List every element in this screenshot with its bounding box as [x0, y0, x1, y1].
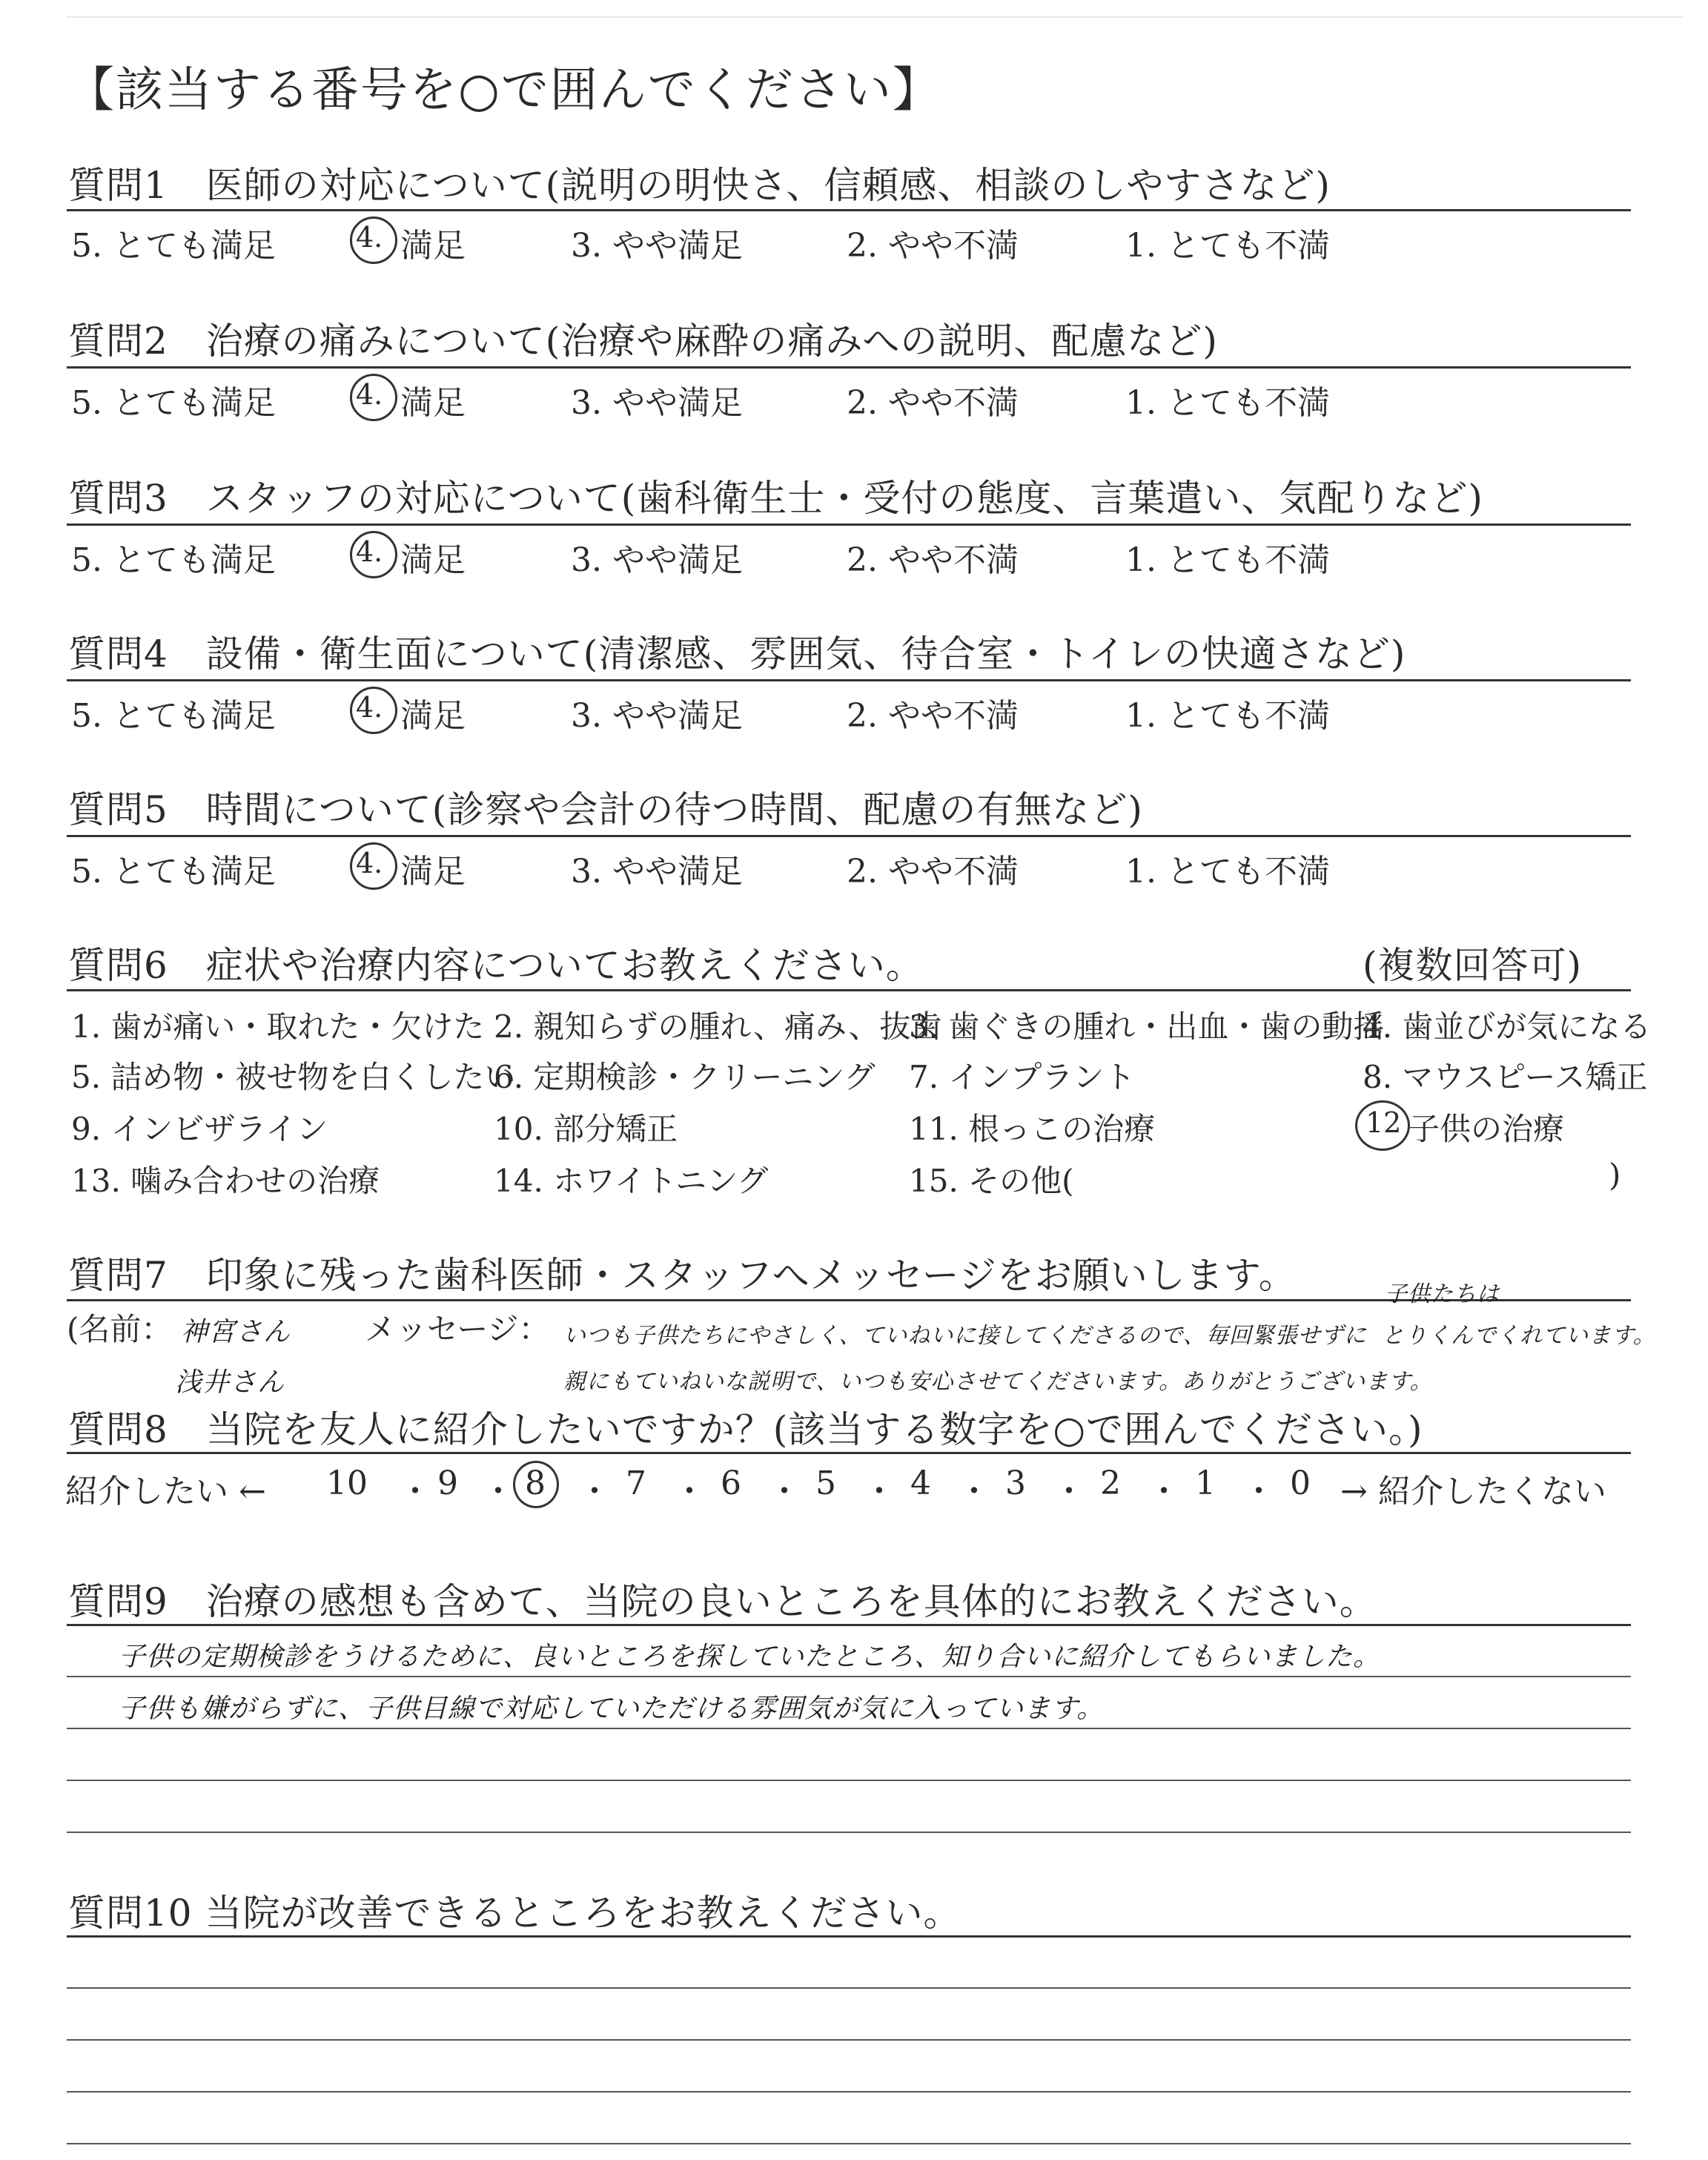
q10-rule-2: [67, 1987, 1631, 1989]
q5-option-2: 2. やや不満: [847, 853, 1019, 891]
q10-heading: 質問10 当院が改善できるところをお教えください。: [68, 1892, 961, 1935]
q8-right-label: → 紹介したくない: [1340, 1473, 1606, 1510]
q6-option-15: 15. その他(: [909, 1163, 1074, 1199]
q8-scale-0: 0: [1290, 1464, 1311, 1502]
q3-option-4-number: 4.: [356, 535, 383, 568]
q10-rule-1: [67, 1935, 1631, 1938]
q9-rule-4: [67, 1780, 1631, 1781]
q2-heading: 質問2 治療の痛みについて(治療や麻酔の痛みへの説明、配慮など): [68, 320, 1218, 363]
q9-rule-1: [67, 1624, 1631, 1626]
q9-answer-line2: 子供も嫌がらずに、子供目線で対応していただける雰囲気が気に入っています。: [119, 1694, 1105, 1724]
q8-scale-6: 6: [721, 1464, 741, 1502]
q9-rule-3: [67, 1728, 1631, 1729]
q3-option-5: 5. とても満足: [71, 541, 276, 579]
q1-option-3: 3. やや満足: [571, 227, 743, 265]
q10-rule-5: [67, 2143, 1631, 2144]
q4-selection-circle: [350, 687, 397, 734]
q3-option-4: 満足: [400, 541, 466, 579]
q1-selection-circle: [350, 217, 397, 264]
q8-scale-sep: ・: [578, 1473, 611, 1510]
q8-scale-8: 8: [525, 1464, 546, 1502]
q5-heading: 質問5 時間について(診察や会計の待つ時間、配慮の有無など): [68, 788, 1143, 831]
q8-heading: 質問8 当院を友人に紹介したいですか？(該当する数字を○で囲んでください。): [68, 1408, 1423, 1451]
q3-selection-circle: [350, 531, 397, 578]
q8-scale-7: 7: [626, 1464, 646, 1502]
q7-heading: 質問7 印象に残った歯科医師・スタッフへメッセージをお願いします。: [68, 1254, 1297, 1297]
q6-option-13: 13. 噛み合わせの治療: [71, 1163, 380, 1199]
q7-message-line1-end: とりくんでくれています。: [1382, 1323, 1656, 1349]
q6-option-8: 8. マウスピース矯正: [1363, 1059, 1648, 1095]
q6-note: (複数回答可): [1363, 944, 1583, 987]
q6-rule: [67, 989, 1631, 991]
q3-option-1: 1. とても不満: [1125, 541, 1330, 579]
q10-rule-4: [67, 2091, 1631, 2093]
q5-option-5: 5. とても満足: [71, 853, 276, 891]
q8-scale-sep: ・: [768, 1473, 801, 1510]
q8-rule: [67, 1452, 1631, 1454]
q1-option-2: 2. やや不満: [847, 227, 1019, 265]
q7-message-line2: 親にもていねいな説明で、いつも安心させてくださいます。ありがとうございます。: [563, 1369, 1433, 1395]
q4-heading: 質問4 設備・衛生面について(清潔感、雰囲気、待合室・トイレの快適さなど): [68, 633, 1406, 676]
q6-option-2: 2. 親知らずの腫れ、痛み、抜歯: [494, 1008, 942, 1045]
q8-scale-1: 1: [1195, 1464, 1216, 1502]
q1-option-4: 満足: [400, 227, 466, 265]
q6-option-12: 子供の治療: [1409, 1111, 1565, 1147]
q6-option-1: 1. 歯が痛い・取れた・欠けた: [71, 1008, 485, 1045]
q2-option-4-number: 4.: [356, 378, 383, 411]
q8-scale-sep: ・: [399, 1473, 431, 1510]
q9-rule-2: [67, 1676, 1631, 1677]
q2-option-2: 2. やや不満: [847, 384, 1019, 422]
q5-rule: [67, 835, 1631, 837]
q4-option-3: 3. やや満足: [571, 697, 743, 735]
q8-scale-sep: ・: [1242, 1473, 1275, 1510]
page-title: 【該当する番号を○で囲んでください】: [67, 63, 941, 118]
q8-scale-sep: ・: [958, 1473, 990, 1510]
q8-scale-5: 5: [815, 1464, 836, 1502]
q7-name-1: 神宮さん: [181, 1317, 291, 1347]
q6-option-9: 9. インビザライン: [71, 1111, 328, 1147]
q2-option-3: 3. やや満足: [571, 384, 743, 422]
q7-name-label: (名前：: [67, 1311, 173, 1347]
q9-heading: 質問9 治療の感想も含めて、当院の良いところを具体的にお教えください。: [68, 1580, 1377, 1623]
q7-message-line1: いつも子供たちにやさしく、ていねいに接してくださるので、毎回緊張せずに: [563, 1323, 1367, 1349]
q6-option-12-number: 12: [1366, 1106, 1402, 1139]
q2-option-5: 5. とても満足: [71, 384, 276, 422]
q6-option-7: 7. インプラント: [909, 1059, 1136, 1095]
q6-option-10: 10. 部分矯正: [494, 1111, 678, 1147]
q8-scale-10: 10: [326, 1464, 368, 1502]
q7-message-label: メッセージ：: [365, 1311, 550, 1347]
q2-option-4: 満足: [400, 384, 466, 422]
q4-rule: [67, 679, 1631, 681]
q6-heading: 質問6 症状や治療内容についてお教えください。: [68, 944, 924, 987]
q5-option-1: 1. とても不満: [1125, 853, 1330, 891]
q4-option-5: 5. とても満足: [71, 697, 276, 735]
q5-option-4-number: 4.: [356, 847, 383, 879]
q8-scale-sep: ・: [863, 1473, 896, 1510]
q8-scale-9: 9: [437, 1464, 458, 1502]
q3-option-3: 3. やや満足: [571, 541, 743, 579]
q4-option-2: 2. やや不満: [847, 697, 1019, 735]
q8-scale-2: 2: [1100, 1464, 1121, 1502]
q4-option-4-number: 4.: [356, 691, 383, 724]
q8-scale-4: 4: [910, 1464, 931, 1502]
q8-scale-sep: ・: [1148, 1473, 1180, 1510]
q6-option-4: 4. 歯並びが気になる: [1363, 1008, 1652, 1045]
q6-option-5: 5. 詰め物・被せ物を白くしたい: [71, 1059, 516, 1095]
q1-option-4-number: 4.: [356, 221, 383, 254]
q2-selection-circle: [350, 374, 397, 421]
q6-option-15-close: ): [1609, 1157, 1621, 1193]
q1-option-5: 5. とても満足: [71, 227, 276, 265]
q2-option-1: 1. とても不満: [1125, 384, 1330, 422]
q5-selection-circle: [350, 842, 397, 890]
q6-option-6: 6. 定期検診・クリーニング: [494, 1059, 875, 1095]
q10-rule-3: [67, 2039, 1631, 2041]
q8-scale-sep: ・: [1053, 1473, 1085, 1510]
q9-rule-5: [67, 1832, 1631, 1833]
q7-name-2: 浅井さん: [175, 1367, 285, 1398]
q8-scale-sep: ・: [673, 1473, 706, 1510]
q3-heading: 質問3 スタッフの対応について(歯科衛生士・受付の態度、言葉遣い、気配りなど): [68, 477, 1483, 520]
q4-option-1: 1. とても不満: [1125, 697, 1330, 735]
q5-option-4: 満足: [400, 853, 466, 891]
q1-rule: [67, 209, 1631, 211]
q6-selection-circle: [1355, 1100, 1410, 1151]
q5-option-3: 3. やや満足: [571, 853, 743, 891]
q8-scale-sep: ・: [482, 1473, 514, 1510]
q6-option-3: 3. 歯ぐきの腫れ・出血・歯の動揺: [909, 1008, 1385, 1045]
q2-rule: [67, 366, 1631, 369]
q3-option-2: 2. やや不満: [847, 541, 1019, 579]
q4-option-4: 満足: [400, 697, 466, 735]
q9-answer-line1: 子供の定期検診をうけるために、良いところを探していたところ、知り合いに紹介してもらいました。: [119, 1642, 1381, 1672]
q3-rule: [67, 524, 1631, 526]
q1-option-1: 1. とても不満: [1125, 227, 1330, 265]
q6-option-14: 14. ホワイトニング: [494, 1163, 769, 1199]
q7-message-insert: 子供たちは: [1385, 1281, 1500, 1307]
top-rule: [67, 16, 1683, 18]
q8-left-label: 紹介したい ←: [65, 1473, 266, 1510]
q8-scale-3: 3: [1005, 1464, 1026, 1502]
q6-option-11: 11. 根っこの治療: [909, 1111, 1156, 1147]
q1-heading: 質問1 医師の対応について(説明の明快さ、信頼感、相談のしやすさなど): [68, 164, 1331, 207]
